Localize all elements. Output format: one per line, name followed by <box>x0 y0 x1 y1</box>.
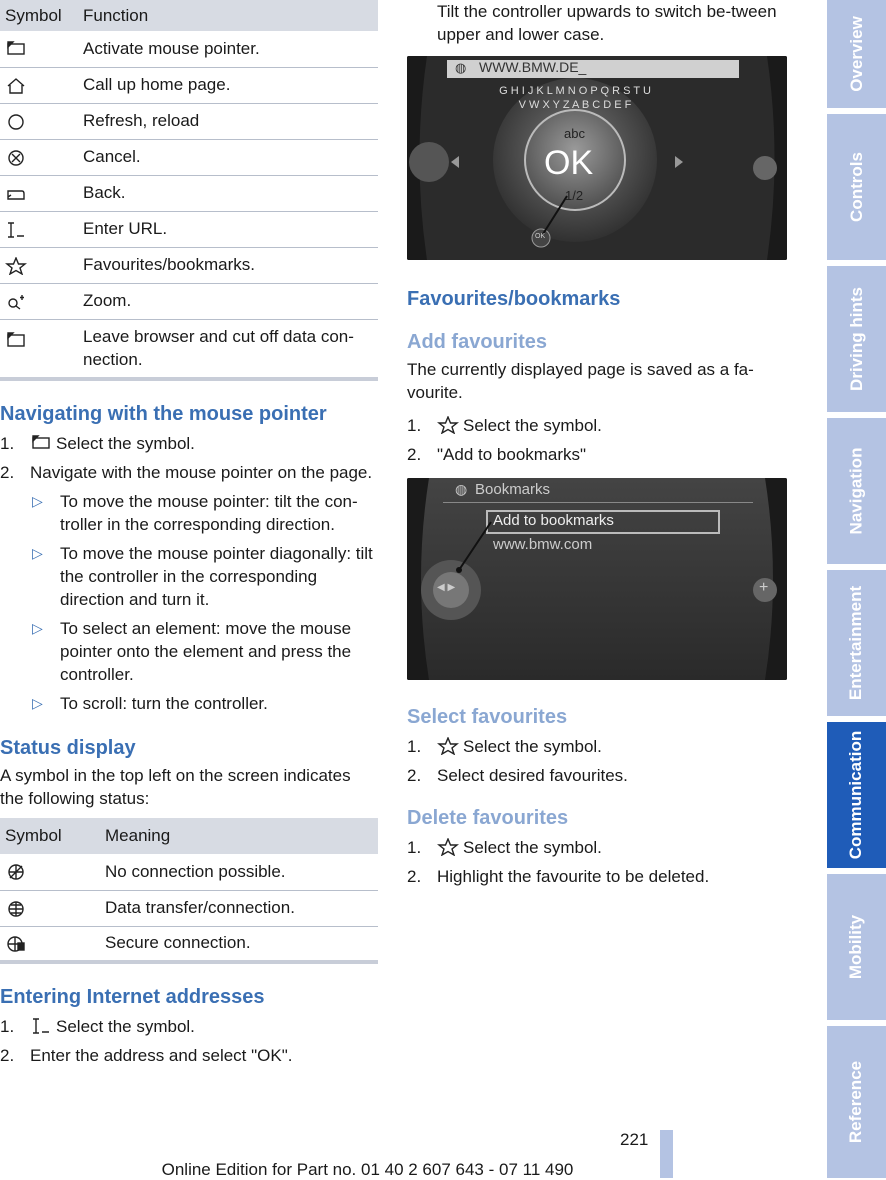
function-text: Zoom. <box>78 283 378 319</box>
function-table-header-symbol: Symbol <box>0 0 78 31</box>
step-text: Select desired favourites. <box>437 766 628 785</box>
bookmarks-screen <box>407 478 787 680</box>
plus-icon[interactable]: + <box>759 579 769 596</box>
bookmark-item-bmw[interactable]: www.bmw.com <box>493 536 593 553</box>
nav-bullets <box>30 490 378 715</box>
add-steps <box>407 414 787 466</box>
list-item: ▷ To move the mouse pointer diagonally: tilt the controller in the corresponding direction and turn it. <box>30 542 378 611</box>
zoom-icon <box>5 293 27 311</box>
function-text: Call up home page. <box>78 67 378 103</box>
status-heading: Status display <box>0 737 136 759</box>
step-number: 1. <box>0 1017 15 1036</box>
step-number: 1. <box>407 416 422 435</box>
mouse-pointer-icon <box>30 434 52 452</box>
refresh-icon <box>5 113 27 131</box>
star-icon <box>5 257 27 275</box>
nav-heading: Navigating with the mouse pointer <box>0 403 327 425</box>
step-text: Select the symbol. <box>463 737 602 756</box>
status-text: No connection possible. <box>100 854 378 890</box>
list-item <box>407 764 787 787</box>
star-icon <box>437 416 459 434</box>
speller-ok[interactable]: OK <box>544 144 594 182</box>
mouse-pointer-icon <box>5 40 27 58</box>
table-row <box>0 926 378 962</box>
step-text: Enter the address and select "OK". <box>30 1046 293 1065</box>
list-item: ▷ To scroll: turn the controller. <box>30 692 378 715</box>
status-table <box>0 818 378 964</box>
table-row <box>0 67 378 103</box>
tab-label: Overview <box>846 16 866 92</box>
list-item <box>0 1044 378 1067</box>
star-icon <box>437 838 459 856</box>
left-arrow-icon: ◀ ▶ <box>437 582 456 593</box>
step-text: Highlight the favourite to be deleted. <box>437 867 710 886</box>
secure-connection-icon <box>5 935 27 953</box>
left-column <box>0 0 378 1067</box>
function-text: Leave browser and cut off data con-nection. <box>78 319 378 379</box>
table-row <box>0 175 378 211</box>
status-table-header-symbol: Symbol <box>0 818 100 854</box>
add-heading: Add favourites <box>407 331 548 353</box>
select-heading: Select favourites <box>407 706 568 728</box>
nav-steps <box>0 432 378 715</box>
table-row <box>0 319 378 379</box>
speller-letters: G H I J K L M N O P Q R S T U V W X Y Z A B C D E F <box>499 85 651 111</box>
list-item <box>407 836 787 859</box>
step-text: "Add to bookmarks" <box>437 445 587 464</box>
tab-label: Navigation <box>846 447 866 535</box>
step-number: 1. <box>0 434 15 453</box>
tab-controls[interactable] <box>827 114 886 260</box>
step-text: Navigate with the mouse pointer on the page. <box>30 463 373 482</box>
table-row <box>0 854 378 890</box>
speller-page: 1/2 <box>565 188 584 203</box>
speller-abc: abc <box>564 126 585 141</box>
footer: Online Edition for Part no. 01 40 2 607 643 - 07 11 490 <box>161 1160 574 1179</box>
step-number: 2. <box>0 1046 15 1065</box>
function-text: Refresh, reload <box>78 103 378 139</box>
right-column <box>407 0 787 888</box>
table-row <box>0 139 378 175</box>
step-number: 2. <box>407 766 422 785</box>
bookmarks-screen-graphic <box>407 478 787 680</box>
function-table <box>0 0 378 381</box>
list-item <box>407 865 787 888</box>
step-text: Select the symbol. <box>56 1017 195 1036</box>
function-text: Enter URL. <box>78 211 378 247</box>
chapter-tabs <box>827 0 886 1178</box>
tilt-text: Tilt the controller upwards to switch be-tween upper and lower case. <box>437 2 777 44</box>
page-number: 221 <box>620 1130 649 1149</box>
status-text: Data transfer/connection. <box>100 890 378 926</box>
step-number: 1. <box>407 838 422 857</box>
list-item <box>407 443 787 466</box>
function-table-header-function: Function <box>78 0 378 31</box>
tab-label: Entertainment <box>846 585 866 701</box>
tab-driving-hints[interactable] <box>827 266 886 412</box>
list-item <box>407 414 787 437</box>
enter-url-icon <box>30 1017 52 1035</box>
tab-label: Controls <box>846 152 866 222</box>
function-text: Cancel. <box>78 139 378 175</box>
tab-mobility[interactable] <box>827 874 886 1020</box>
bookmarks-title: Bookmarks <box>475 481 551 498</box>
bookmark-item-add[interactable]: Add to bookmarks <box>493 512 614 529</box>
tab-label: Driving hints <box>846 287 866 391</box>
status-text: Secure connection. <box>100 926 378 962</box>
home-icon <box>5 77 27 95</box>
step-text: Select the symbol. <box>463 416 602 435</box>
table-row <box>0 283 378 319</box>
table-row <box>0 31 378 67</box>
star-icon <box>437 737 459 755</box>
function-text: Favourites/bookmarks. <box>78 247 378 283</box>
list-item <box>407 735 787 758</box>
function-text: Back. <box>78 175 378 211</box>
status-table-header-meaning: Meaning <box>100 818 378 854</box>
url-field[interactable]: WWW.BMW.DE_ <box>479 59 587 75</box>
step-text: Select the symbol. <box>56 434 195 453</box>
tab-entertainment[interactable] <box>827 570 886 716</box>
add-text: The currently displayed page is saved as a fa-vourite. <box>407 360 754 402</box>
list-item: ▷ To move the mouse pointer: tilt the con-troller in the corresponding direction. <box>30 490 378 536</box>
tab-label: Mobility <box>846 914 866 980</box>
select-steps <box>407 735 787 787</box>
back-icon <box>5 185 27 203</box>
list-item <box>0 461 378 715</box>
cancel-icon <box>5 149 27 167</box>
tab-navigation[interactable] <box>827 418 886 564</box>
delete-heading: Delete favourites <box>407 807 569 829</box>
table-row <box>0 890 378 926</box>
table-row <box>0 103 378 139</box>
fav-heading: Favourites/bookmarks <box>407 288 621 310</box>
tab-overview[interactable] <box>827 0 886 108</box>
internet-steps <box>0 1015 378 1067</box>
function-text: Activate mouse pointer. <box>78 31 378 67</box>
tab-communication[interactable] <box>827 722 886 868</box>
step-number: 2. <box>0 463 15 482</box>
status-text: A symbol in the top left on the screen indicates the following status: <box>0 766 351 808</box>
step-number: 1. <box>407 737 422 756</box>
tab-label: Communication <box>846 730 866 860</box>
delete-steps <box>407 836 787 888</box>
tab-label: Reference <box>846 1060 866 1144</box>
internet-heading: Entering Internet addresses <box>0 986 265 1008</box>
speller-screen <box>407 56 787 260</box>
table-row <box>0 211 378 247</box>
step-number: 2. <box>407 445 422 464</box>
tab-reference[interactable] <box>827 1026 886 1178</box>
enter-url-icon <box>5 221 27 239</box>
leave-browser-icon <box>5 331 27 349</box>
list-item <box>0 1015 378 1038</box>
list-item: ▷ To select an element: move the mouse pointer onto the element and press the controller. <box>30 617 378 686</box>
step-number: 2. <box>407 867 422 886</box>
globe-icon: ◍ <box>455 60 467 75</box>
no-connection-icon <box>5 863 27 881</box>
table-row <box>0 247 378 283</box>
data-transfer-icon <box>5 900 27 918</box>
speller-ok-small: OK <box>535 233 546 240</box>
bookmarks-icon: ◍ <box>455 481 468 497</box>
list-item <box>0 432 378 455</box>
step-text: Select the symbol. <box>463 838 602 857</box>
